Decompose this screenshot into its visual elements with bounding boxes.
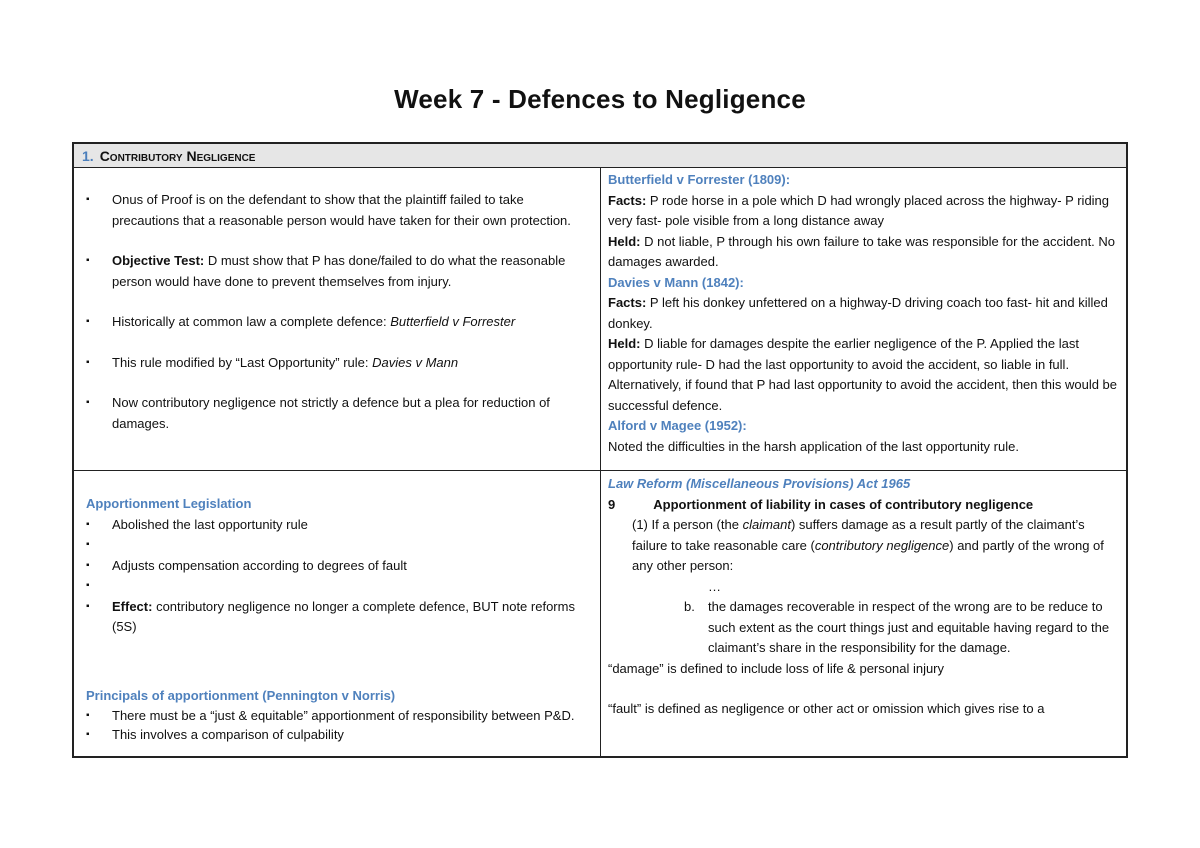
list-item: ▪ Adjusts compensation according to degrees of fault xyxy=(86,557,407,573)
ellipsis: … xyxy=(708,578,721,594)
section-number: 1. xyxy=(82,148,94,164)
list-item: ▪ Abolished the last opportunity rule xyxy=(86,516,308,532)
case-facts: Facts: P rode horse in a pole which D had wrongly placed across the highway- P riding very fast- pole visible from a long distance away xyxy=(608,192,1110,228)
case-held: Held: D not liable, P through his own failure to take was responsible for the accident. No damages awarded. xyxy=(608,233,1116,269)
definition-fault: “fault” is defined as negligence or other act or omission which gives rise to a xyxy=(608,701,1045,716)
statute-extract xyxy=(608,474,1118,720)
list-item: ▪ Onus of Proof is on the defendant to show that the plaintiff failed to take precautions that a reasonable person would have taken for their own protection. xyxy=(86,192,571,228)
notes-table xyxy=(72,142,1128,758)
list-item: ▪ Objective Test: D must show that P has done/failed to do what the reasonable person would have done to prevent themselves from injury. xyxy=(86,253,566,289)
subheading: Apportionment Legislation xyxy=(86,496,252,511)
list-item: ▪ There must be a “just & equitable” apportionment of responsibility between P&D. xyxy=(86,708,575,723)
list-item: ▪ Historically at common law a complete defence: Butterfield v Forrester xyxy=(86,314,516,329)
list-item: ▪ This involves a comparison of culpability xyxy=(86,727,344,742)
definition-damage: “damage” is defined to include loss of life & personal injury xyxy=(608,660,945,676)
case-title: Davies v Mann (1842): xyxy=(608,274,744,290)
list-item: ▪ xyxy=(86,580,90,591)
section-title: 9 Apportionment of liability in cases of contributory negligence xyxy=(608,496,1034,512)
act-title: Law Reform (Miscellaneous Provisions) Act 1965 xyxy=(608,476,911,491)
list-item: ▪ This rule modified by “Last Opportunity” rule: Davies v Mann xyxy=(86,354,459,370)
list-item: ▪ Effect: contributory negligence no longer a complete defence, BUT note reforms (5S) xyxy=(86,598,575,634)
contributory-negligence-points xyxy=(86,170,586,434)
paragraph-b: b. the damages recoverable in respect of the wrong are to be reduce to such extent as the court things just and equitable having regard to the claimant’s share in the responsibility for the damage. xyxy=(684,599,1110,655)
case-summaries xyxy=(608,170,1118,457)
page-title: Week 7 - Defences to Negligence xyxy=(394,84,806,114)
section-header xyxy=(74,144,1126,168)
list-item: ▪ Now contributory negligence not strictly a defence but a plea for reduction of damages. xyxy=(86,395,550,431)
column-divider xyxy=(600,168,601,758)
case-title: Alford v Magee (1952): xyxy=(608,418,747,433)
case-note: Noted the difficulties in the harsh application of the last opportunity rule. xyxy=(608,438,1019,454)
section-heading: Contributory Negligence xyxy=(99,148,256,164)
subsection: (1) If a person (the claimant) suffers damage as a result partly of the claimant’s failure to take reasonable care (contributory negligence) and partly of the wrong of any other person: xyxy=(632,517,1104,573)
subheading: Principals of apportionment (Pennington v Norris) xyxy=(86,687,396,703)
row-divider xyxy=(74,470,1126,471)
list-item: ▪ xyxy=(86,539,90,550)
case-held: Held: D liable for damages despite the earlier negligence of the P. Applied the last opportunity rule- D had the last opportunity to avoid the accident, so liable in full. Alternatively, if found that P had last opportunity to avoid the accident, then this would be successful defence. xyxy=(608,336,1118,413)
apportionment-notes xyxy=(86,474,586,744)
case-facts: Facts: P left his donkey unfettered on a highway-D driving coach too fast- hit and killed donkey. xyxy=(608,295,1108,331)
case-title: Butterfield v Forrester (1809): xyxy=(608,172,791,187)
